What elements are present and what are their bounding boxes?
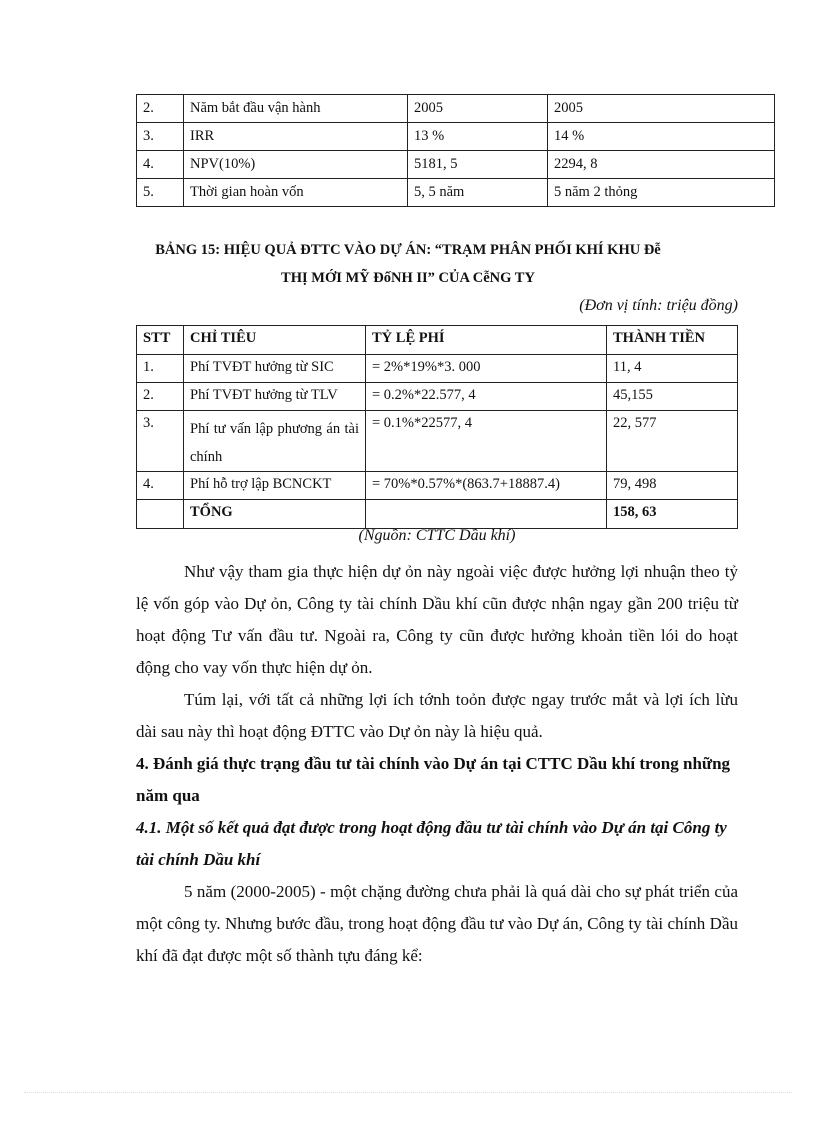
header-indicator: CHỈ TIÊU [184,326,366,355]
cell-stt: 4. [137,151,184,179]
table-total-row [137,500,738,529]
cell-amount: 45,155 [607,383,738,411]
cell-indicator: Phí hỗ trợ lập BCNCKT [184,472,366,500]
table-row [137,472,738,500]
cell-indicator: Thời gian hoàn vốn [184,179,408,207]
cell-fee-rate: = 0.2%*22.577, 4 [366,383,607,411]
table-caption-line1: BẢNG 15: HIỆU QUẢ ĐTTC VÀO DỰ ÁN: “TRẠM PHÂN PHỐI KHÍ KHU Đễ [155,242,661,258]
cell-stt: 2. [137,383,184,411]
section-heading-4: 4. Đánh giá thực trạng đầu tư tài chính vào Dự án tại CTTC Dầu khí trong những năm qua [136,754,731,805]
table-row [137,411,738,472]
paragraph-fee-summary: Như vậy tham gia thực hiện dự ỏn này ngoài việc được hưởng lợi nhuận theo tỷ lệ vốn góp vào Dự ỏn, Công ty tài chính Dầu khí cũn được nhận ngay gần 200 triệu từ hoạt động Tư vấn đầu tư. Ngoài ra, Công ty cũn được hưởng khoản tiền lói do hoạt động cho vay vốn thực hiện dự ỏn. [136,562,738,677]
cell-fee-rate-empty [366,500,607,529]
cell-stt: 5. [137,179,184,207]
total-label: TỔNG [184,500,366,529]
page-footer-divider [24,1092,792,1093]
cell-stt: 2. [137,95,184,123]
table-row [137,179,775,207]
cell-value-a: 2005 [408,95,548,123]
cell-fee-rate: = 2%*19%*3. 000 [366,355,607,383]
cell-indicator: IRR [184,123,408,151]
cell-fee-rate: = 0.1%*22577, 4 [366,411,607,472]
paragraph-conclusion: Túm lại, với tất cả những lợi ích tớnh toỏn được ngay trước mắt và lợi ích lừu dài sau này thì hoạt động ĐTTC vào Dự ỏn này là hiệu quả. [136,690,738,741]
cell-value-b: 14 % [548,123,775,151]
cell-indicator: Năm bắt đầu vận hành [184,95,408,123]
table-row [137,151,775,179]
table-row [137,95,775,123]
cell-value-a: 5, 5 năm [408,179,548,207]
cell-value-a: 5181, 5 [408,151,548,179]
cell-amount: 11, 4 [607,355,738,383]
cell-value-b: 5 năm 2 thỏng [548,179,775,207]
cell-indicator: Phí TVĐT hưởng từ SIC [184,355,366,383]
unit-note: (Đơn vị tính: triệu đồng) [579,297,738,314]
table-project-indicators [136,94,775,207]
cell-stt: 4. [137,472,184,500]
header-fee-rate: TỶ LỆ PHÍ [366,326,607,355]
cell-value-b: 2005 [548,95,775,123]
cell-amount: 22, 577 [607,411,738,472]
section-heading-4-1: 4.1. Một số kết quả đạt được trong hoạt động đầu tư tài chính vào Dự án tại Công ty tài chính Dầu khí [136,818,727,869]
table-row [137,355,738,383]
cell-indicator: NPV(10%) [184,151,408,179]
total-value: 158, 63 [607,500,738,529]
cell-value-b: 2294, 8 [548,151,775,179]
cell-value-a: 13 % [408,123,548,151]
cell-amount: 79, 498 [607,472,738,500]
cell-indicator: Phí TVĐT hưởng từ TLV [184,383,366,411]
table-row [137,123,775,151]
cell-stt: 1. [137,355,184,383]
table-caption-line2: THỊ MỚI MỸ ĐốNH II” CỦA CễNG TY [281,270,535,286]
table-investment-fees [136,325,738,529]
table-row [137,383,738,411]
cell-stt-empty [137,500,184,529]
paragraph-achievements: 5 năm (2000-2005) - một chặng đường chưa phải là quá dài cho sự phát triển của một công ty. Nhưng bước đầu, trong hoạt động đầu tư vào Dự án, Công ty tài chính Dầu khí đã đạt được một số thành tựu đáng kể: [136,882,738,965]
cell-stt: 3. [137,123,184,151]
cell-stt: 3. [137,411,184,472]
header-stt: STT [137,326,184,355]
cell-fee-rate: = 70%*0.57%*(863.7+18887.4) [366,472,607,500]
source-note: (Nguồn: CTTC Dầu khí) [358,527,516,544]
header-amount: THÀNH TIỀN [607,326,738,355]
table-header-row [137,326,738,355]
cell-indicator: Phí tư vấn lập phương án tài chính [184,411,366,472]
